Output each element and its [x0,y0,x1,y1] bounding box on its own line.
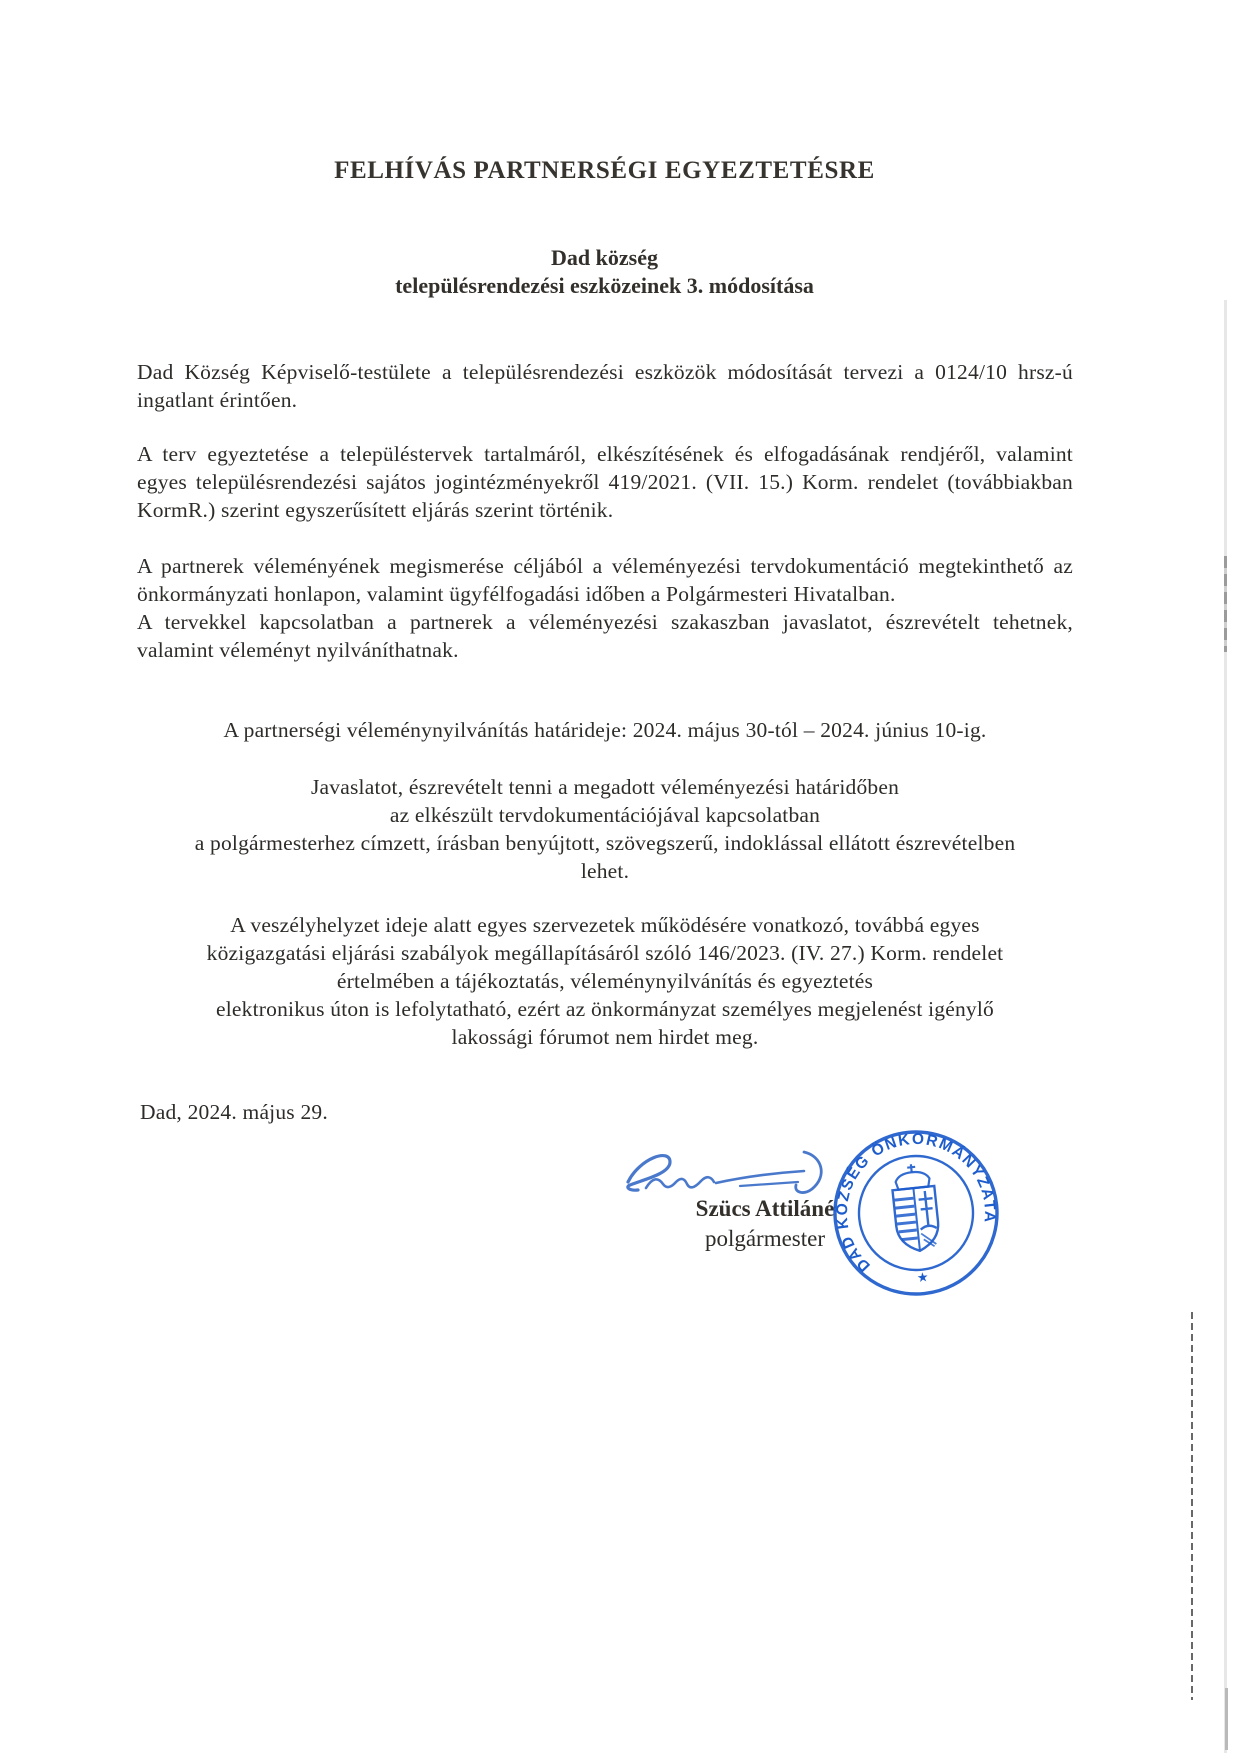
emergency-line: lakossági fórumot nem hirdet meg. [451,1025,759,1049]
document-title: FELHÍVÁS PARTNERSÉGI EGYEZTETÉSRE [334,157,875,184]
proposal-line: Javaslatot, észrevételt tenni a megadott véleményezési határidőben [310,775,900,799]
emergency-line: elektronikus úton is lefolytatható, ezért az önkormányzat személyes megjelenést igénylő [215,997,994,1021]
paragraph-comments: A tervekkel kapcsolatban a partnerek a véleményezési szakaszban javaslatot, észrevételt tehetnek, valamint véleményt nyilváníthatnak. [137,610,1073,662]
stamp-star-icon: ★ [916,1270,930,1287]
emergency-block [137,911,1073,1051]
signatory-role: polgármester [704,1226,826,1251]
document-subtitle [137,244,1072,300]
proposal-line: az elkészült tervdokumentációjával kapcsolatban [389,803,821,827]
emergency-line: közigazgatási eljárási szabályok megállapításáról szóló 146/2023. (IV. 27.) Korm. rendelet [206,941,1004,965]
municipality-stamp-icon [823,1120,1010,1307]
deadline-line: A partnerségi véleménynyilvánítás határideje: 2024. május 30-tól – 2024. június 10-ig. [223,718,987,742]
scan-dashed-line-artifact [1191,1312,1193,1700]
subtitle-line-2: településrendezési eszközeinek 3. módosítása [395,273,814,298]
scan-edge-artifact-dark [1224,556,1227,652]
paragraph-review: A partnerek véleményének megismerése céljából a véleményezési tervdokumentáció megtekinthető az önkormányzati honlapon, valamint ügyfélfogadási időben a Polgármesteri Hivatalban. [137,554,1073,606]
emergency-line: értelmében a tájékoztatás, véleménynyilvánítás és egyeztetés [336,969,874,993]
paragraph-procedure: A terv egyeztetése a településtervek tartalmáról, elkészítésének és elfogadásának rendjéről, valamint egyes településrendezési sajátos jogintézményekről 419/2021. (VII. 15.) Korm. rendelet (továbbiakban KormR.) szerint egyszerűsített eljárás szerint történik. [137,442,1073,522]
paragraph-intro: Dad Község Képviselő-testülete a településrendezési eszközök módosítását tervezi a 0124/10 hrsz-ú ingatlant érintően. [137,360,1073,412]
proposal-line: lehet. [580,859,630,883]
date-line: Dad, 2024. május 29. [140,1100,328,1124]
emergency-line: A veszélyhelyzet ideje alatt egyes szervezetek működésére vonatkozó, továbbá egyes [230,913,980,937]
stamp-text: DAD KÖZSÉG ÖNKORMÁNYZATA [833,1130,999,1275]
proposal-line: a polgármesterhez címzett, írásban benyújtott, szövegszerű, indoklással ellátott észrevételben [194,831,1016,855]
scan-edge-artifact-dark-bottom [1225,1688,1228,1750]
proposal-block [137,773,1073,885]
subtitle-line-1: Dad község [551,245,658,270]
paragraph-review-block [137,552,1073,664]
signatory-name: Szücs Attiláné [695,1196,835,1221]
scan-edge-artifact [1224,300,1227,1753]
